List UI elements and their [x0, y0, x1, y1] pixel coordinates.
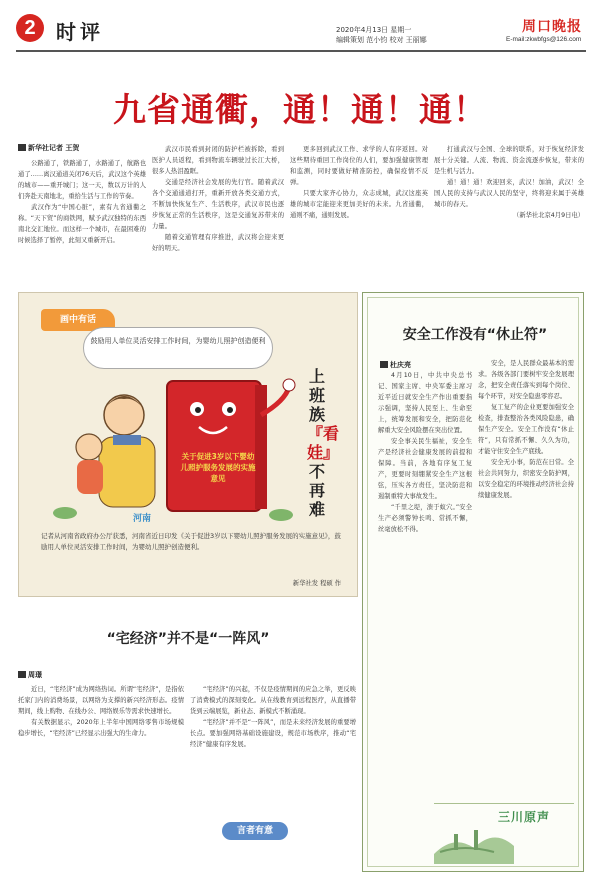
safety-article-box	[362, 292, 584, 872]
paragraph: 4月10日，中共中央总书记、国家主席、中央军委主席习近平近日就安全生产作出重要指示强调，坚持人民至上、生命至上，统筹发展和安全，把防范化解重大安全风险摆在突出位置。	[378, 372, 472, 434]
book-pupil-right	[227, 407, 233, 413]
safety-column-1	[378, 370, 472, 790]
paragraph: 公路通了，铁路通了，水路通了，航路也通了……离汉通道关闭76天后，武汉这个英雄的城市——重开城门；这一天，数以万计的人们奔赴天南地北，重拾生活与工作的节奏。	[18, 160, 146, 200]
header-info	[336, 25, 427, 45]
safety-column-2	[478, 358, 574, 798]
father-collar	[113, 435, 141, 445]
contact-email: E-mail:zkwbfgs@126.com	[506, 36, 582, 43]
paragraph: 交通是经济社会发展的先行官。随着武汉各个交通通道打开，重新开放各类交通方式，不断加快恢复生产、生活秩序，武汉市民也逐步恢复正常的生活秩序，这是交通复苏带来的力量。	[152, 179, 284, 230]
tower	[454, 834, 458, 850]
leaf	[269, 509, 293, 521]
child-body	[77, 460, 103, 494]
lead-column-2	[152, 144, 284, 283]
paragraph: 复工复产的企业更要加强安全检查，排查整治各类风险隐患，确保生产安全。安全工作没有“休止符”，只有常抓不懈、久久为功，才能守住安全生产底线。	[478, 404, 574, 455]
book-pupil-left	[195, 407, 201, 413]
paragraph: 只要大家齐心协力，众志成城，武汉这座英雄的城市定能迎来更加美好的未来。九省通衢，通则不痛，通则发展。	[290, 190, 428, 219]
cartoon-caption: 记者从河南省政府办公厅获悉，河南省近日印发《关于促进3岁以下婴幼儿照护服务发展的实施意见》，鼓励用人单位灵活安排工作时间，为婴幼儿照护创造便利。	[41, 532, 341, 551]
sanchuan-label: 三川原声	[498, 810, 551, 824]
paragraph: “宅经济”并不是“一阵风”，而是未来经济发展的重要增长点。要加强网络基础设施建设，规范市场秩序，推动“宅经济”健康有序发展。	[190, 719, 356, 748]
cartoon-illustration	[49, 375, 299, 525]
paragraph: 安全，是人民群众最基本的需求。各级各部门要树牢安全发展理念，把安全责任落实到每个岗位、每个环节，对安全隐患零容忍。	[478, 360, 574, 400]
paragraph: 有关数据显示，2020年上半年中国网络零售市场规模稳步增长，“宅经济”已经显示出强大的生命力。	[18, 719, 184, 737]
newspaper-logo: 周口晚报	[522, 19, 582, 35]
speech-bubble: 鼓励用人单位灵活安排工作时间，为婴幼儿照护创造便利	[83, 327, 273, 369]
paragraph: “宅经济”的兴起，不仅是疫情期间的应急之举，更反映了消费模式的深刻变化。从在线教育到远程医疗，从直播带货到云端展览，新业态、新模式不断涌现。	[190, 686, 356, 715]
cartoon-credit: 新华社发 程硕 作	[292, 580, 341, 587]
tower	[474, 830, 478, 850]
paragraph: 武汉市民看到封闭的防护栏被拆除，看到医护人员返程，看到物流车辆驶过长江大桥，很多人热泪盈眶。	[152, 146, 284, 175]
editor-credits: 编辑策划 范小钧 校对 王丽娜	[336, 36, 427, 44]
paragraph: 近日，“宅经济”成为网络热词。所谓“宅经济”，是指依托家门内的消费场景，以网络为支撑的新兴经济形态。疫情期间，线上购物、在线办公、网络娱乐等需求快速增长。	[18, 686, 184, 715]
sanchuan-stamp	[434, 803, 574, 865]
paragraph: “千里之堤，溃于蚁穴。”安全生产必须警钟长鸣、常抓不懈，丝毫放松不得。	[378, 504, 472, 533]
yanzhe-tag: 言者有意	[222, 822, 288, 840]
cartoon-panel	[18, 292, 358, 597]
paragraph: （新华社北京4月9日电）	[513, 212, 584, 219]
lead-column-4	[434, 144, 584, 283]
lead-byline: 新华社记者 王贺	[18, 143, 79, 153]
side-title-red-text: 看娃	[307, 424, 340, 462]
place-label: 河南	[133, 514, 152, 524]
header-rule	[16, 50, 586, 52]
safety-article-inner	[367, 297, 579, 867]
paragraph: 打通武汉与全国、全球的联系，对于恢复经济发展十分关键。人流、物流、资金流逐步恢复，带来的是生机与活力。	[434, 146, 584, 175]
home-economy-column-2	[190, 684, 356, 818]
main-headline: 九省通衢，通！通！通！	[113, 90, 487, 129]
home-economy-column-1	[18, 684, 184, 874]
paragraph: 随着交通管理有序推进，武汉将会迎来更好的明天。	[152, 234, 284, 252]
paragraph: 武汉作为“中国心脏”，素有九省通衢之称。“天下贸”的商铁网，赋予武汉独特的东西南北交汇地位。而这样一个城市，在最困难的时候选择了暂停，此刻又重新开启。	[18, 204, 146, 244]
book-hand	[283, 379, 295, 391]
page-number-badge: 2	[16, 14, 44, 42]
side-title-bottom: 不再难	[308, 462, 325, 519]
father-head	[104, 395, 144, 435]
lead-column-3	[290, 144, 428, 283]
book-character	[167, 381, 261, 511]
paragraph: 安全事关民生福祉，安全生产是经济社会健康发展的前提和保障。当前，各地有序复工复产，更要时刻绷紧安全生产这根弦，压实各方责任，坚决防范和遏制重特大事故发生。	[378, 438, 472, 500]
paragraph: 更多回到武汉工作、求学的人有序返回。对这些期待重回工作岗位的人们，要加强健康管理和监测，同时要做好精准防控，确保疫情不反弹。	[290, 146, 428, 186]
lead-column-1	[18, 158, 146, 283]
child-head	[76, 434, 102, 460]
home-economy-title: “宅经济”并不是“一阵风”	[106, 631, 270, 647]
paragraph: 安全无小事，防范在日常。全社会共同努力，织密安全防护网，以安全稳定的环境推动经济社会持续健康发展。	[478, 459, 574, 499]
cartoon-side-title	[307, 367, 340, 519]
leaf	[53, 507, 77, 519]
book-cover-text: 关于促进3岁以下婴幼儿照护服务发展的实施意见	[180, 452, 256, 483]
paragraph: 通！通！通！欢迎回来，武汉！加油，武汉！全国人民的支持与武汉人民的坚守，终将迎来属于英雄城市的春天。	[434, 179, 584, 208]
safety-byline: 杜庆亮	[380, 360, 411, 370]
issue-date: 2020年4月13日 星期一	[336, 26, 412, 34]
safety-title: 安全工作没有“休止符”	[402, 327, 548, 343]
father-shirt	[99, 437, 155, 507]
side-title-red: 『看娃』	[307, 424, 340, 462]
home-economy-byline: 周璟	[18, 670, 42, 680]
book-spine	[255, 385, 267, 509]
section-title: 时评	[56, 20, 104, 44]
cartoon-banner: 画中有话	[41, 309, 115, 331]
side-title-top: 上班族	[308, 367, 325, 424]
